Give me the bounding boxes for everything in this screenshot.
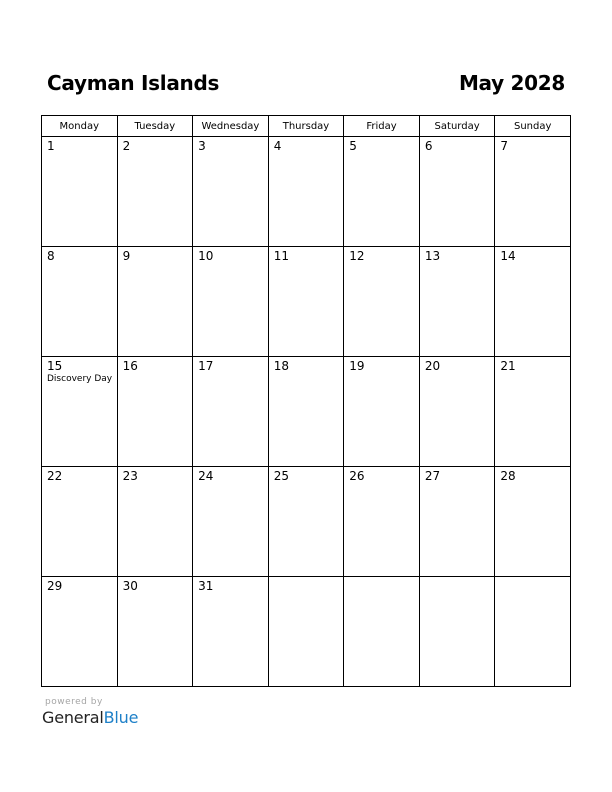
day-cell[interactable]: [193, 357, 269, 467]
weekday-header-row: [42, 116, 571, 137]
day-cell[interactable]: [495, 247, 571, 357]
day-number: 18: [273, 359, 289, 373]
day-cell[interactable]: [419, 247, 495, 357]
day-cell[interactable]: [193, 247, 269, 357]
day-cell[interactable]: [117, 137, 193, 247]
day-number: [495, 577, 570, 580]
day-number: 27: [424, 469, 441, 483]
day-number: 31: [198, 579, 214, 593]
brand-general-text: General: [42, 708, 104, 727]
day-number: [420, 577, 495, 580]
day-cell[interactable]: [117, 247, 193, 357]
day-cell[interactable]: [495, 357, 571, 467]
day-cell[interactable]: [419, 137, 495, 247]
day-cell[interactable]: [268, 577, 344, 687]
day-number: 19: [349, 359, 365, 373]
day-number: 28: [500, 469, 516, 483]
day-number: 13: [424, 249, 441, 263]
calendar-grid: [41, 115, 571, 687]
weekday-header: Saturday: [419, 116, 495, 137]
day-cell[interactable]: [344, 137, 420, 247]
weekday-header: Tuesday: [117, 116, 193, 137]
weekday-header: Friday: [344, 116, 420, 137]
month-year-title: May 2028: [458, 71, 565, 95]
day-number: 20: [424, 359, 441, 373]
day-number: 17: [198, 359, 214, 373]
weekday-header: Thursday: [268, 116, 344, 137]
day-number: 29: [47, 579, 63, 593]
generalblue-logo[interactable]: [42, 708, 138, 727]
day-number: 14: [500, 249, 516, 263]
day-number: 22: [47, 469, 63, 483]
weekday-header: Wednesday: [193, 116, 269, 137]
day-number: 4: [273, 139, 282, 153]
day-number: 10: [198, 249, 214, 263]
day-cell[interactable]: [117, 577, 193, 687]
day-number: 9: [122, 249, 131, 263]
day-number: 24: [198, 469, 214, 483]
day-number: 7: [500, 139, 509, 153]
day-number: 1: [47, 139, 55, 153]
day-cell[interactable]: [193, 577, 269, 687]
day-number: 2: [122, 139, 131, 153]
week-row: [42, 577, 571, 687]
day-number: 11: [273, 249, 289, 263]
day-cell[interactable]: [42, 467, 118, 577]
day-cell[interactable]: [193, 467, 269, 577]
day-cell[interactable]: [495, 577, 571, 687]
day-cell[interactable]: [42, 137, 118, 247]
week-row: [42, 357, 571, 467]
day-cell[interactable]: [42, 357, 118, 467]
day-number: [269, 577, 344, 580]
weekday-header: Sunday: [495, 116, 571, 137]
day-cell[interactable]: [268, 137, 344, 247]
day-cell[interactable]: [193, 137, 269, 247]
day-cell[interactable]: [344, 577, 420, 687]
week-row: [42, 247, 571, 357]
day-cell[interactable]: [495, 137, 571, 247]
day-number: 15: [47, 359, 63, 373]
day-cell[interactable]: [495, 467, 571, 577]
day-number: 21: [500, 359, 516, 373]
holiday-label: Discovery Day: [47, 374, 113, 384]
day-number: [344, 577, 419, 580]
day-number: 30: [122, 579, 138, 593]
day-cell[interactable]: [42, 577, 118, 687]
day-cell[interactable]: [117, 467, 193, 577]
week-row: [42, 137, 571, 247]
day-cell[interactable]: [268, 247, 344, 357]
week-row: [42, 467, 571, 577]
day-number: 5: [349, 139, 357, 153]
day-cell[interactable]: [117, 357, 193, 467]
day-number: 23: [122, 469, 138, 483]
day-cell[interactable]: [419, 467, 495, 577]
day-number: 6: [424, 139, 433, 153]
day-cell[interactable]: [344, 467, 420, 577]
brand-blue-text: Blue: [103, 708, 139, 727]
day-number: 12: [349, 249, 365, 263]
day-number: 8: [47, 249, 55, 263]
day-cell[interactable]: [419, 577, 495, 687]
day-cell[interactable]: [42, 247, 118, 357]
weekday-header: Monday: [42, 116, 118, 137]
day-number: 25: [273, 469, 289, 483]
day-number: 3: [198, 139, 206, 153]
day-cell[interactable]: [344, 357, 420, 467]
day-cell[interactable]: [344, 247, 420, 357]
powered-by-label: powered by: [45, 697, 103, 707]
day-cell[interactable]: [268, 357, 344, 467]
day-cell[interactable]: [419, 357, 495, 467]
day-cell[interactable]: [268, 467, 344, 577]
country-title: Cayman Islands: [47, 71, 220, 95]
day-number: 26: [349, 469, 365, 483]
day-number: 16: [122, 359, 138, 373]
